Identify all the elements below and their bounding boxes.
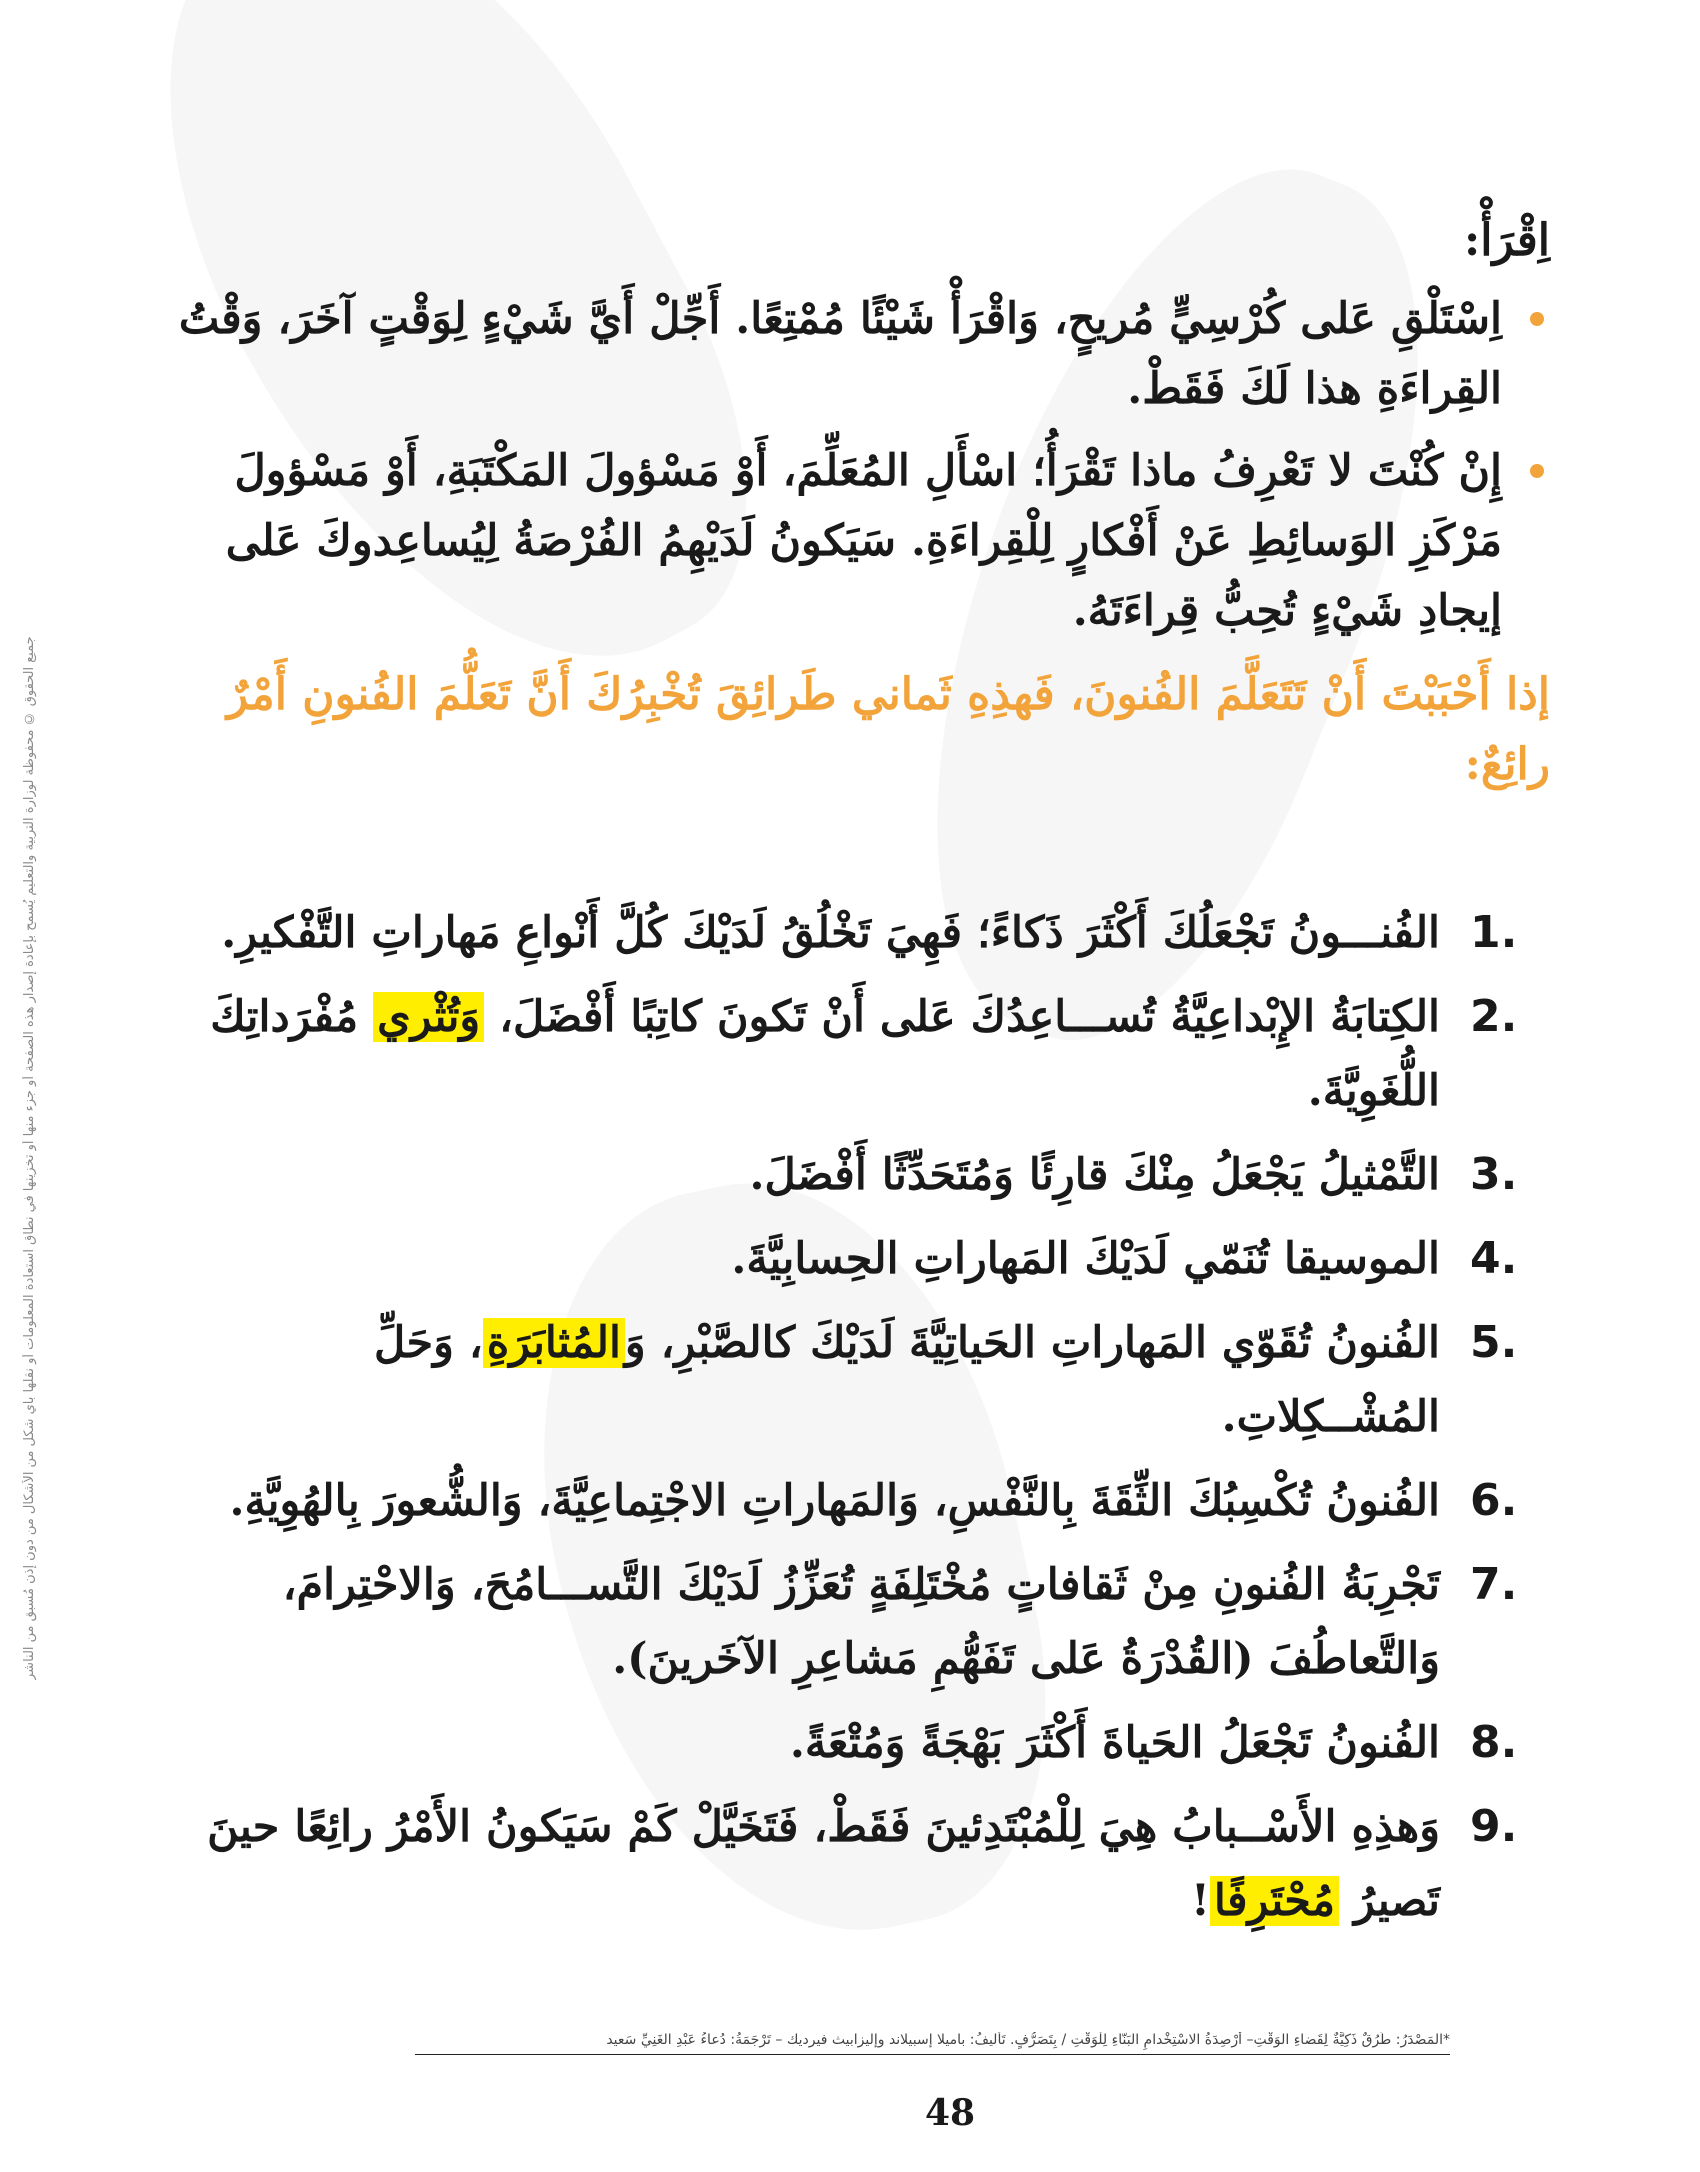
list-item	[150, 980, 1550, 1128]
item-number: 6.	[1470, 1475, 1518, 1526]
list-item	[150, 436, 1550, 646]
arts-benefits-list	[150, 896, 1550, 1938]
item-text: التَّمْثيلُ يَجْعَلُ مِنْكَ قارِئًا وَمُتَحَدِّثًا أَفْضَلَ.	[749, 1150, 1440, 1200]
item-text-end: مُفْرَداتِكَ اللُّغَوِيَّةَ.	[210, 992, 1440, 1116]
item-text: الكِتابَةُ الإِبْداعِيَّةُ تُســـاعِدُكَ عَلى أَنْ تَكونَ كاتِبًا أَفْضَلَ،	[484, 992, 1440, 1042]
list-item	[150, 1548, 1550, 1696]
reading-tips-list	[150, 284, 1550, 646]
highlighted-word: وَتُثْري	[373, 992, 484, 1042]
item-number: 2.	[1470, 991, 1518, 1042]
item-number: 7.	[1470, 1559, 1518, 1610]
item-number: 1.	[1470, 907, 1518, 958]
read-heading: اِقْرَأْ:	[1463, 215, 1550, 266]
item-text: وَهذِهِ الأَسْــبابُ هِيَ لِلْمُبْتَدِئينَ فَقَطْ، فَتَخَيَّلْ كَمْ سَيَكونُ الأَمْرُ رائِعًا حينَ تَصيرُ	[207, 1802, 1440, 1926]
page-number: 48	[924, 2092, 976, 2134]
item-number: 4.	[1470, 1233, 1518, 1284]
item-text-end: !	[1191, 1876, 1210, 1926]
item-text: الفُنـــونُ تَجْعَلُكَ أَكْثَرَ ذَكاءً؛ فَهِيَ تَخْلُقُ لَدَيْكَ كُلَّ أَنْواعِ مَهاراتِ التَّفْكيرِ.	[221, 908, 1440, 958]
item-number: 8.	[1470, 1717, 1518, 1768]
copyright-side-note: جميع الحقوق © محفوظة لوزارة التربية والتعليم يُسمح بإعادة إصدار هذه الصفحة أو جزء منها أو تخزينها في نطاق استعادة المعلومات أو نقلها بأي شكل من الأشكال من دون إذن مُسبق من الناشر	[22, 636, 37, 1680]
item-number: 5.	[1470, 1317, 1518, 1368]
list-item	[150, 1138, 1550, 1212]
bullet-text: إِنْ كُنْتَ لا تَعْرِفُ ماذا تَقْرَأُ؛ اسْأَلِ المُعَلِّمَ، أَوْ مَسْؤولَ المَكْتَبَةِ، أَوْ مَسْؤولَ مَرْكَزِ الوَسائِطِ عَنْ أَفْكارٍ لِلْقِراءَةِ. سَيَكونُ لَدَيْهِمُ الفُرْصَةُ لِيُساعِدوكَ عَلى إيجادِ شَيْءٍ تُحِبُّ قِراءَتَهُ.	[225, 446, 1502, 636]
item-text: الفُنونُ تُقَوّي المَهاراتِ الحَياتِيَّةَ لَدَيْكَ كالصَّبْرِ، وَ	[624, 1318, 1440, 1368]
list-item	[150, 1306, 1550, 1454]
item-text: تَجْرِبَةُ الفُنونِ مِنْ ثَقافاتٍ مُخْتَلِفَةٍ تُعَزِّزُ لَدَيْكَ التَّســـامُحَ، وَالاحْتِرامَ، وَالتَّعاطُفَ (القُدْرَةُ عَلى تَفَهُّمِ مَشاعِرِ الآخَرينَ).	[282, 1560, 1440, 1684]
item-text: الفُنونُ تَجْعَلُ الحَياةَ أَكْثَرَ بَهْجَةً وَمُتْعَةً.	[789, 1718, 1440, 1768]
highlighted-word: مُحْتَرِفًا	[1210, 1876, 1339, 1926]
bullet-dot-icon	[1530, 464, 1544, 478]
intro-sentence: إذا أَحْبَبْتَ أَنْ تَتَعَلَّمَ الفُنونَ، فَهذِهِ ثَماني طَرائِقَ تُخْبِرُكَ أَنَّ تَعَلُّمَ الفُنونِ أَمْرٌ رائِعٌ:	[226, 669, 1550, 790]
main-content	[150, 215, 1550, 1948]
item-number: 9.	[1470, 1801, 1518, 1852]
list-item	[150, 896, 1550, 970]
bullet-dot-icon	[1530, 312, 1544, 326]
item-text: الفُنونُ تُكْسِبُكَ الثِّقَةَ بِالنَّفْسِ، وَالمَهاراتِ الاجْتِماعِيَّةَ، وَالشُّعورَ بِالهُوِيَّةِ.	[229, 1476, 1440, 1526]
list-item	[150, 1790, 1550, 1938]
item-text: الموسيقا تُنَمّي لَدَيْكَ المَهاراتِ الحِسابِيَّةَ.	[731, 1234, 1440, 1284]
bullet-text: اِسْتَلْقِ عَلى كُرْسِيٍّ مُريحٍ، وَاقْرَأْ شَيْئًا مُمْتِعًا. أَجِّلْ أَيَّ شَيْءٍ لِوَقْتٍ آخَرَ، وَقْتُ القِراءَةِ هذا لَكَ فَقَطْ.	[178, 294, 1502, 414]
list-item	[150, 1706, 1550, 1780]
list-item	[150, 1222, 1550, 1296]
item-number: 3.	[1470, 1149, 1518, 1200]
list-item	[150, 1464, 1550, 1538]
source-footnote: *المَصْدَرُ: طُرُقٌ ذَكِيَّةٌ لِقَضاءِ الوَقْتِ– أَرْصِدَةُ الاسْتِخْدامِ البَنّاءِ لِلْوَقْتِ / بِتَصَرُّفٍ. تَأْليفُ: باميلا إسبيلاند وإليزابيث فيرديك – تَرْجَمَةُ: دُعاءُ عَبْدِ الغَنِيِّ سَعيد	[415, 2032, 1450, 2055]
item-text-end: ، وَحَلِّ المُشْــكِلاتِ.	[373, 1318, 1440, 1442]
highlighted-word: المُثابَرَةِ	[483, 1318, 625, 1368]
list-item	[150, 284, 1550, 424]
